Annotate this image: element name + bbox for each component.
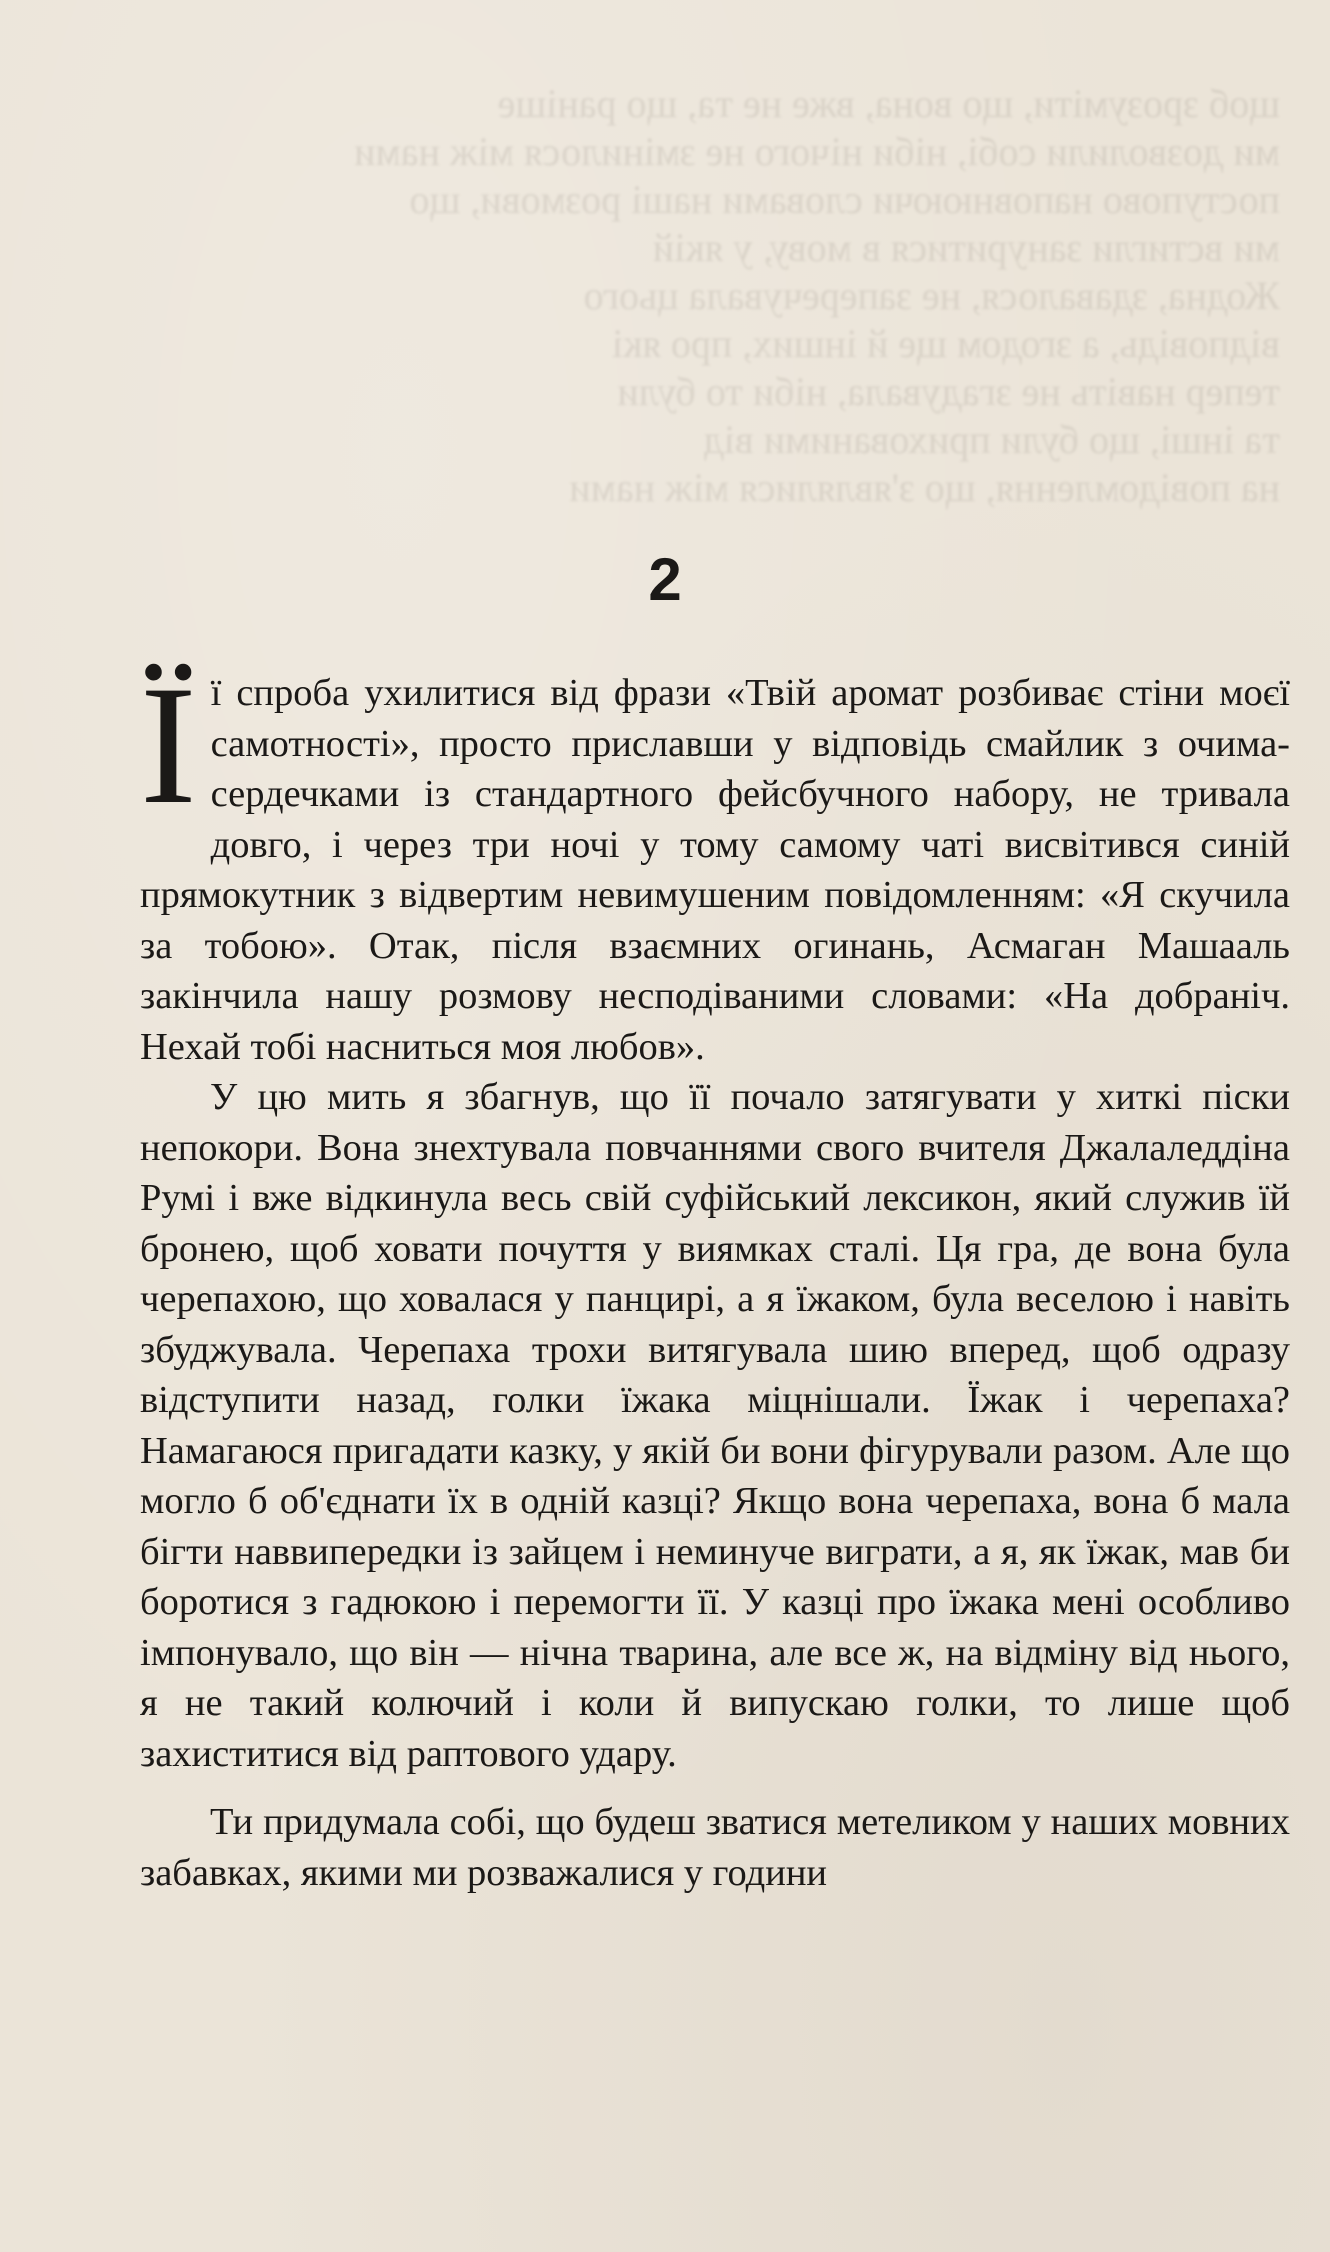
bleed-line: поступово наповнюючи словами наші розмови, що xyxy=(409,177,1280,222)
bleed-through-text xyxy=(150,80,1280,512)
paragraph-1-text: ї спроба ухилитися від фрази «Твій аромат розбиває стіни моєї самотності», просто приславши у відповідь смайлик з очима-сердечками із стандартного фейсбучного набору, не тривала довго, і через три ночі у тому самому чаті висвітився синій прямокутник з відвертим невимушеним повідомленням: «Я скучила за тобою». Отак, після взаємних огинань, Асмаган Машааль закінчила нашу розмову несподіваними словами: «На добраніч. Нехай тобі насниться моя любов». xyxy=(140,672,1290,1068)
paragraph-1 xyxy=(140,651,1290,1072)
paragraph-3: Ти придумала собі, що будеш зватися метеликом у наших мовних забавках, якими ми розважалися у години xyxy=(140,1801,1290,1894)
bleed-line: щоб зрозуміти, що вона, вже не та, що раніше xyxy=(497,81,1280,126)
bleed-line: на повідомлення, що з'являлися між нами xyxy=(569,465,1280,510)
paragraph-2: У цю мить я збагнув, що її почало затягувати у хиткі піски непокори. Вона знехтувала повчаннями свого вчителя Джалаледдіна Румі і вже відкинула весь свій суфійський лексикон, який служив їй бронею, щоб ховати почуття у виямках сталі. Ця гра, де вона була черепахою, що ховалася у панцирі, а я їжаком, була веселою і навіть збуджувала. Черепаха трохи витягувала шию вперед, щоб одразу відступити назад, голки їжака міцнішали. Їжак і черепаха? Намагаюся пригадати казку, у якій би вони фігурували разом. Але що могло б об'єднати їх в одній казці? Якщо вона черепаха, вона б мала бігти наввипередки із зайцем і неминуче виграти, а я, як їжак, мав би боротися з гадюкою і перемогти її. У казці про їжака мені особливо імпонувало, що він — нічна тварина, але все ж, на відміну від нього, я не такий колючий і коли й випускаю голки, то лише щоб захиститися від раптового удару. xyxy=(140,1076,1290,1775)
bleed-line: ми встигли зануритися в мову, у якій xyxy=(652,225,1280,270)
body-text xyxy=(140,651,1290,1898)
bleed-line: Жодна, здавалося, не заперечувала цього xyxy=(583,273,1280,318)
chapter-number: 2 xyxy=(648,546,682,613)
bleed-line: та інші, що були прихованими від xyxy=(703,417,1280,462)
bleed-line: ми дозволили собі, ніби нічого не змінилося між нами xyxy=(354,129,1280,174)
bleed-line: тепер навіть не згадувала, ніби то були xyxy=(617,369,1280,414)
drop-cap: Ї xyxy=(140,651,197,839)
bleed-line: відповідь, а згодом ще й інших, про які xyxy=(611,321,1280,366)
